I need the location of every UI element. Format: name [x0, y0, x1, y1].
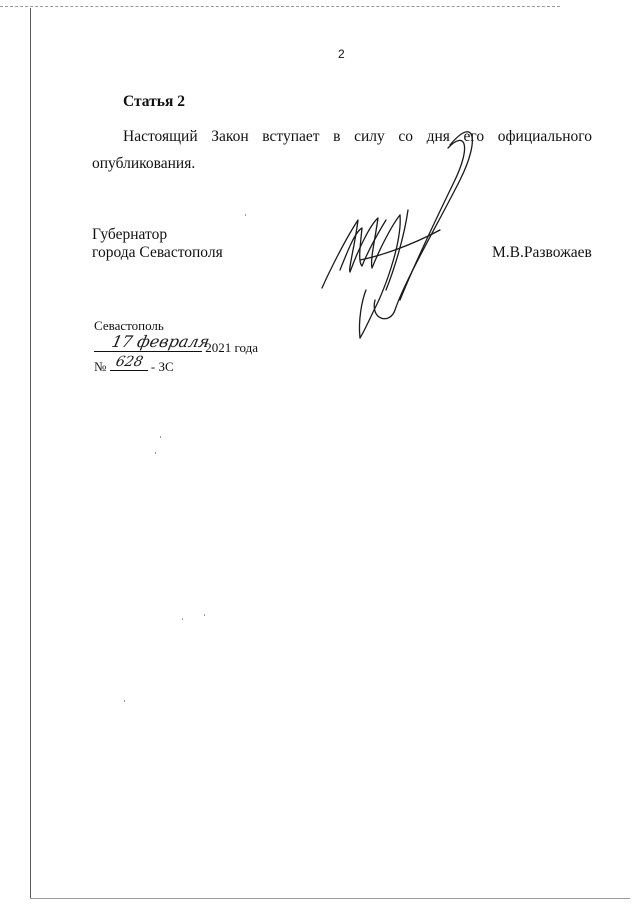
enactment-place: Севастополь — [94, 318, 164, 333]
scan-edge-bottom — [30, 898, 630, 899]
number-suffix: - ЗС — [150, 359, 174, 374]
page-number: 2 — [338, 47, 345, 61]
signer-title-line-1: Губернатор — [92, 226, 168, 243]
enactment-number-line — [94, 356, 174, 375]
number-prefix: № — [94, 359, 107, 374]
scan-edge-top — [0, 6, 560, 7]
article-heading: Статья 2 — [123, 93, 185, 110]
scan-speck — [182, 618, 183, 620]
date-blank-field — [94, 332, 212, 352]
handwritten-signature — [300, 120, 500, 350]
signature-stroke-loop — [374, 132, 472, 319]
signature-stroke-loop-inner — [400, 140, 465, 300]
scan-edge-left — [30, 8, 31, 898]
article-body: Настоящий Закон вступает в силу со дня его официального опубликования. — [92, 128, 592, 172]
scan-speck — [124, 700, 125, 702]
signature-stroke-down — [360, 215, 400, 338]
scan-speck — [204, 614, 205, 616]
date-year-suffix: 2021 года — [205, 340, 259, 355]
scan-speck — [155, 452, 156, 454]
signer-name: М.В.Развожаев — [492, 244, 592, 261]
signature-stroke-m-2 — [340, 220, 386, 270]
signature-stroke-tail — [359, 290, 366, 338]
number-handwritten: 628 — [113, 354, 145, 370]
scan-speck — [245, 214, 246, 216]
date-handwritten: 17 февраля — [109, 332, 212, 351]
signer-title — [92, 226, 223, 262]
scan-speck — [160, 436, 161, 438]
signer-title-line-2: города Севастополя — [92, 244, 223, 261]
number-blank-field — [110, 356, 148, 371]
